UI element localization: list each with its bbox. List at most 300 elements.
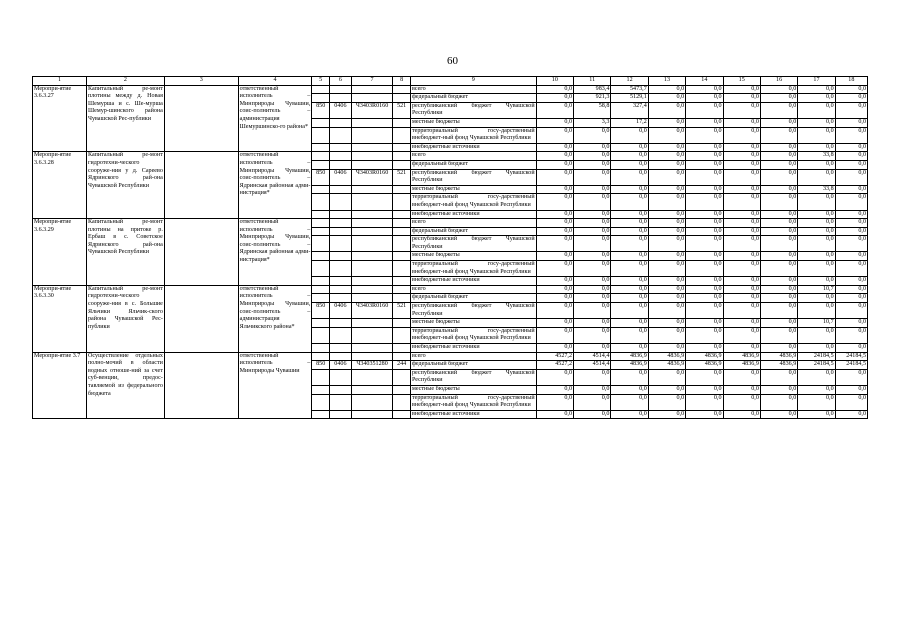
budget-code-cell <box>393 385 411 394</box>
budget-code-cell <box>393 410 411 419</box>
amount-cell: 0,0 <box>760 219 797 228</box>
amount-cell: 0,0 <box>648 285 685 294</box>
amount-cell: 0,0 <box>686 143 723 152</box>
budget-code-cell <box>330 319 352 328</box>
amount-cell: 0,0 <box>611 252 648 261</box>
amount-cell: 0,0 <box>723 369 760 385</box>
funding-source: всего <box>410 152 536 161</box>
budget-code-cell <box>351 252 393 261</box>
amount-cell: 0,0 <box>686 327 723 343</box>
amount-cell: 0,0 <box>536 294 573 303</box>
amount-cell: 0,0 <box>798 252 835 261</box>
measure-name: Капитальный ре-монт гидротехни-ческого сооруже-ния у д. Сареево Ядринского рай-она Чувашской Республики <box>87 152 165 219</box>
amount-cell: 5473,7 <box>611 85 648 94</box>
budget-code-cell <box>351 194 393 210</box>
amount-cell: 0,0 <box>611 285 648 294</box>
amount-cell: 0,0 <box>686 385 723 394</box>
budget-code-cell: 0406 <box>330 102 352 118</box>
budget-code-cell: 521 <box>393 169 411 185</box>
amount-cell: 0,0 <box>611 319 648 328</box>
budget-code-cell: Ч3403R0160 <box>351 102 393 118</box>
budget-code-cell <box>393 227 411 236</box>
amount-cell: 0,0 <box>798 194 835 210</box>
amount-cell: 0,0 <box>835 210 867 219</box>
amount-cell: 0,0 <box>536 236 573 252</box>
amount-cell: 0,0 <box>686 394 723 410</box>
amount-cell: 0,0 <box>835 394 867 410</box>
amount-cell: 0,0 <box>574 143 611 152</box>
funding-source: республиканский бюджет Чувашской Республики <box>410 169 536 185</box>
amount-cell: 0,0 <box>686 160 723 169</box>
amount-cell: 0,0 <box>798 94 835 103</box>
amount-cell: 0,0 <box>798 327 835 343</box>
header-row <box>33 77 868 86</box>
funding-source: всего <box>410 285 536 294</box>
amount-cell: 0,0 <box>648 94 685 103</box>
amount-cell: 0,0 <box>648 185 685 194</box>
amount-cell: 0,0 <box>686 194 723 210</box>
amount-cell: 0,0 <box>760 152 797 161</box>
amount-cell: 4836,9 <box>723 352 760 361</box>
amount-cell: 0,0 <box>648 252 685 261</box>
budget-code-cell: 0406 <box>330 361 352 370</box>
amount-cell: 0,0 <box>723 210 760 219</box>
budget-code-cell: 850 <box>312 303 330 319</box>
amount-cell: 0,0 <box>835 152 867 161</box>
amount-cell: 0,0 <box>536 394 573 410</box>
header-cell: 2 <box>87 77 165 86</box>
budget-code-cell <box>393 327 411 343</box>
amount-cell: 0,0 <box>723 277 760 286</box>
amount-cell: 0,0 <box>760 410 797 419</box>
amount-cell: 0,0 <box>798 143 835 152</box>
amount-cell: 0,0 <box>611 385 648 394</box>
amount-cell: 0,0 <box>574 294 611 303</box>
amount-cell: 0,0 <box>536 194 573 210</box>
amount-cell: 0,0 <box>611 344 648 353</box>
measure-id: Меропри-ятие 3.6.3.30 <box>33 285 87 352</box>
amount-cell: 0,0 <box>835 303 867 319</box>
target-cell <box>164 352 238 419</box>
amount-cell: 0,0 <box>723 94 760 103</box>
budget-code-cell <box>312 85 330 94</box>
amount-cell: 0,0 <box>536 85 573 94</box>
budget-code-cell <box>312 252 330 261</box>
budget-code-cell <box>393 185 411 194</box>
header-cell: 9 <box>410 77 536 86</box>
measure-name: Капитальный ре-монт гидротехни-ческого сооруже-ния в с. Большие Яльчики Яльчик-ского района Чувашской Рес-публики <box>87 285 165 352</box>
amount-cell: 0,0 <box>835 344 867 353</box>
budget-code-cell <box>393 277 411 286</box>
budget-code-cell <box>393 319 411 328</box>
amount-cell: 0,0 <box>760 94 797 103</box>
executor-cell: ответственный исполнитель – Минприроды Чувашии, соис-полнитель – администрация Шемуршинско-го района* <box>238 85 312 152</box>
budget-code-cell <box>351 352 393 361</box>
budget-code-cell <box>312 319 330 328</box>
amount-cell: 0,0 <box>686 285 723 294</box>
amount-cell: 0,0 <box>723 127 760 143</box>
amount-cell: 0,0 <box>574 185 611 194</box>
amount-cell: 0,0 <box>760 327 797 343</box>
amount-cell: 0,0 <box>835 327 867 343</box>
amount-cell: 0,0 <box>686 236 723 252</box>
budget-code-cell <box>330 85 352 94</box>
funding-source: внебюджетные источники <box>410 143 536 152</box>
amount-cell: 0,0 <box>574 236 611 252</box>
amount-cell: 0,0 <box>536 160 573 169</box>
amount-cell: 0,0 <box>760 85 797 94</box>
amount-cell: 0,0 <box>686 319 723 328</box>
budget-code-cell <box>312 344 330 353</box>
amount-cell: 0,0 <box>686 410 723 419</box>
funding-source: местные бюджеты <box>410 185 536 194</box>
amount-cell: 0,0 <box>723 252 760 261</box>
amount-cell: 0,0 <box>574 319 611 328</box>
budget-code-cell <box>393 85 411 94</box>
amount-cell: 0,0 <box>648 344 685 353</box>
budget-code-cell <box>351 85 393 94</box>
amount-cell: 0,0 <box>648 118 685 127</box>
amount-cell: 0,0 <box>536 252 573 261</box>
executor-cell: ответственный исполнитель – Минприроды Чувашии <box>238 352 312 419</box>
amount-cell: 0,0 <box>760 143 797 152</box>
amount-cell: 0,0 <box>723 152 760 161</box>
amount-cell: 0,0 <box>611 219 648 228</box>
amount-cell: 0,0 <box>574 127 611 143</box>
amount-cell: 0,0 <box>574 169 611 185</box>
amount-cell: 0,0 <box>611 277 648 286</box>
amount-cell: 0,0 <box>611 261 648 277</box>
budget-code-cell <box>393 160 411 169</box>
budget-code-cell <box>330 261 352 277</box>
budget-code-cell <box>312 294 330 303</box>
amount-cell: 0,0 <box>835 127 867 143</box>
amount-cell: 0,0 <box>686 252 723 261</box>
amount-cell: 0,0 <box>686 102 723 118</box>
funding-source: внебюджетные источники <box>410 410 536 419</box>
funding-source: местные бюджеты <box>410 319 536 328</box>
amount-cell: 0,0 <box>574 369 611 385</box>
amount-cell: 0,0 <box>686 219 723 228</box>
amount-cell: 0,0 <box>574 219 611 228</box>
amount-cell: 24184,5 <box>835 361 867 370</box>
amount-cell: 0,0 <box>723 85 760 94</box>
amount-cell: 10,7 <box>798 285 835 294</box>
amount-cell: 0,0 <box>723 319 760 328</box>
amount-cell: 0,0 <box>536 118 573 127</box>
amount-cell: 0,0 <box>686 277 723 286</box>
budget-code-cell <box>393 394 411 410</box>
funding-source: федеральный бюджет <box>410 294 536 303</box>
amount-cell: 0,0 <box>574 410 611 419</box>
header-cell: 5 <box>312 77 330 86</box>
budget-code-cell <box>330 210 352 219</box>
amount-cell: 0,0 <box>574 252 611 261</box>
budget-code-cell <box>351 327 393 343</box>
amount-cell: 0,0 <box>574 152 611 161</box>
budget-code-cell <box>330 352 352 361</box>
amount-cell: 0,0 <box>798 210 835 219</box>
measure-id: Меропри-ятие 3.6.3.27 <box>33 85 87 152</box>
amount-cell: 0,0 <box>536 277 573 286</box>
amount-cell: 0,0 <box>686 127 723 143</box>
budget-code-cell <box>393 344 411 353</box>
target-cell <box>164 152 238 219</box>
funding-source: территориальный госу-дарственный внебюджет-ный фонд Чувашской Республики <box>410 194 536 210</box>
amount-cell: 0,0 <box>574 210 611 219</box>
amount-cell: 0,0 <box>723 344 760 353</box>
budget-code-cell <box>393 143 411 152</box>
budget-code-cell <box>312 236 330 252</box>
amount-cell: 0,0 <box>723 236 760 252</box>
amount-cell: 0,0 <box>574 194 611 210</box>
amount-cell: 0,0 <box>536 219 573 228</box>
funding-source: территориальный госу-дарственный внебюджет-ный фонд Чувашской Республики <box>410 127 536 143</box>
amount-cell: 24184,5 <box>798 352 835 361</box>
amount-cell: 0,0 <box>574 285 611 294</box>
amount-cell: 0,0 <box>536 185 573 194</box>
budget-code-cell <box>330 127 352 143</box>
amount-cell: 0,0 <box>835 219 867 228</box>
amount-cell: 0,0 <box>835 294 867 303</box>
budget-code-cell <box>312 219 330 228</box>
amount-cell: 0,0 <box>686 261 723 277</box>
budget-code-cell <box>330 236 352 252</box>
amount-cell: 0,0 <box>723 410 760 419</box>
amount-cell: 4514,4 <box>574 361 611 370</box>
amount-cell: 24184,5 <box>798 361 835 370</box>
budget-code-cell <box>351 185 393 194</box>
amount-cell: 0,0 <box>760 285 797 294</box>
amount-cell: 0,0 <box>835 94 867 103</box>
amount-cell: 4527,2 <box>536 352 573 361</box>
budget-code-cell <box>351 394 393 410</box>
amount-cell: 0,0 <box>536 344 573 353</box>
amount-cell: 0,0 <box>686 118 723 127</box>
amount-cell: 0,0 <box>686 210 723 219</box>
amount-cell: 33,8 <box>798 185 835 194</box>
amount-cell: 0,0 <box>611 127 648 143</box>
budget-code-cell <box>312 152 330 161</box>
page-number: 60 <box>447 55 458 67</box>
amount-cell: 0,0 <box>760 194 797 210</box>
amount-cell: 0,0 <box>835 285 867 294</box>
budget-code-cell <box>351 410 393 419</box>
amount-cell: 0,0 <box>835 85 867 94</box>
amount-cell: 4836,9 <box>648 361 685 370</box>
amount-cell: 0,0 <box>723 385 760 394</box>
amount-cell: 0,0 <box>723 194 760 210</box>
budget-code-cell <box>330 194 352 210</box>
budget-code-cell <box>330 327 352 343</box>
budget-code-cell <box>330 369 352 385</box>
header-cell: 13 <box>648 77 685 86</box>
amount-cell: 0,0 <box>536 210 573 219</box>
amount-cell: 4836,9 <box>686 352 723 361</box>
budget-code-cell: 521 <box>393 102 411 118</box>
amount-cell: 0,0 <box>760 210 797 219</box>
amount-cell: 0,0 <box>835 143 867 152</box>
amount-cell: 0,0 <box>648 410 685 419</box>
amount-cell: 0,0 <box>648 227 685 236</box>
budget-code-cell: 0406 <box>330 169 352 185</box>
funding-table <box>32 76 868 419</box>
amount-cell: 0,0 <box>723 143 760 152</box>
budget-code-cell <box>393 252 411 261</box>
amount-cell: 0,0 <box>760 394 797 410</box>
amount-cell: 0,0 <box>574 227 611 236</box>
header-cell: 14 <box>686 77 723 86</box>
amount-cell: 0,0 <box>798 261 835 277</box>
amount-cell: 0,0 <box>536 303 573 319</box>
amount-cell: 0,0 <box>574 261 611 277</box>
amount-cell: 0,0 <box>648 294 685 303</box>
amount-cell: 0,0 <box>798 236 835 252</box>
amount-cell: 0,0 <box>686 152 723 161</box>
budget-code-cell <box>330 394 352 410</box>
amount-cell: 0,0 <box>648 327 685 343</box>
amount-cell: 0,0 <box>648 127 685 143</box>
amount-cell: 0,0 <box>648 369 685 385</box>
budget-code-cell <box>312 369 330 385</box>
measure-name: Осуществление отдельных полно-мочий в области водных отноше-ний за счет суб-венции, предос-тавляемой из федерального бюджета <box>87 352 165 419</box>
amount-cell: 0,0 <box>611 210 648 219</box>
amount-cell: 0,0 <box>536 102 573 118</box>
amount-cell: 0,0 <box>648 261 685 277</box>
budget-code-cell <box>312 194 330 210</box>
amount-cell: 0,0 <box>798 227 835 236</box>
amount-cell: 983,4 <box>574 85 611 94</box>
budget-code-cell <box>330 160 352 169</box>
amount-cell: 0,0 <box>798 127 835 143</box>
amount-cell: 0,0 <box>798 102 835 118</box>
funding-source: республиканский бюджет Чувашской Республики <box>410 369 536 385</box>
budget-code-cell: Ч340351280 <box>351 361 393 370</box>
amount-cell: 0,0 <box>611 369 648 385</box>
amount-cell: 0,0 <box>723 227 760 236</box>
amount-cell: 0,0 <box>648 277 685 286</box>
amount-cell: 4527,2 <box>536 361 573 370</box>
amount-cell: 0,0 <box>574 327 611 343</box>
budget-code-cell: 850 <box>312 169 330 185</box>
funding-source: территориальный госу-дарственный внебюджет-ный фонд Чувашской Республики <box>410 394 536 410</box>
budget-code-cell <box>330 227 352 236</box>
amount-cell: 0,0 <box>760 102 797 118</box>
budget-code-cell <box>312 160 330 169</box>
amount-cell: 0,0 <box>611 143 648 152</box>
amount-cell: 10,7 <box>798 319 835 328</box>
amount-cell: 0,0 <box>723 285 760 294</box>
funding-source: всего <box>410 352 536 361</box>
amount-cell: 0,0 <box>648 160 685 169</box>
executor-cell: ответственный исполнитель – Минприроды Чувашии, соис-полнитель – Ядринская районная адми-нистрация* <box>238 152 312 219</box>
amount-cell: 0,0 <box>760 303 797 319</box>
amount-cell: 0,0 <box>536 94 573 103</box>
target-cell <box>164 219 238 286</box>
budget-code-cell <box>351 344 393 353</box>
amount-cell: 0,0 <box>835 185 867 194</box>
amount-cell: 0,0 <box>611 394 648 410</box>
amount-cell: 0,0 <box>611 152 648 161</box>
budget-code-cell <box>330 344 352 353</box>
amount-cell: 33,8 <box>798 152 835 161</box>
budget-code-cell <box>312 261 330 277</box>
budget-code-cell <box>393 94 411 103</box>
amount-cell: 0,0 <box>611 160 648 169</box>
budget-code-cell <box>351 261 393 277</box>
budget-code-cell <box>393 236 411 252</box>
amount-cell: 0,0 <box>611 303 648 319</box>
budget-code-cell <box>393 152 411 161</box>
amount-cell: 0,0 <box>574 344 611 353</box>
amount-cell: 0,0 <box>798 85 835 94</box>
budget-code-cell <box>330 252 352 261</box>
funding-source: всего <box>410 85 536 94</box>
amount-cell: 0,0 <box>798 219 835 228</box>
amount-cell: 0,0 <box>574 303 611 319</box>
budget-code-cell <box>312 410 330 419</box>
budget-code-cell: Ч3403R0160 <box>351 303 393 319</box>
amount-cell: 0,0 <box>648 319 685 328</box>
header-cell: 15 <box>723 77 760 86</box>
amount-cell: 0,0 <box>723 102 760 118</box>
header-cell: 12 <box>611 77 648 86</box>
amount-cell: 0,0 <box>835 194 867 210</box>
amount-cell: 0,0 <box>835 410 867 419</box>
budget-code-cell <box>351 118 393 127</box>
budget-code-cell <box>312 127 330 143</box>
amount-cell: 0,0 <box>760 252 797 261</box>
table-row <box>33 219 868 228</box>
budget-code-cell <box>351 127 393 143</box>
amount-cell: 0,0 <box>723 327 760 343</box>
amount-cell: 0,0 <box>686 169 723 185</box>
amount-cell: 0,0 <box>611 169 648 185</box>
amount-cell: 0,0 <box>648 219 685 228</box>
table-row <box>33 352 868 361</box>
budget-code-cell <box>351 277 393 286</box>
budget-code-cell <box>393 285 411 294</box>
amount-cell: 4514,4 <box>574 352 611 361</box>
amount-cell: 0,0 <box>835 369 867 385</box>
amount-cell: 0,0 <box>536 169 573 185</box>
budget-code-cell <box>330 294 352 303</box>
amount-cell: 0,0 <box>686 94 723 103</box>
funding-source: федеральный бюджет <box>410 94 536 103</box>
header-cell: 6 <box>330 77 352 86</box>
amount-cell: 58,8 <box>574 102 611 118</box>
measure-id: Меропри-ятие 3.7 <box>33 352 87 419</box>
budget-code-cell <box>330 152 352 161</box>
budget-code-cell <box>351 285 393 294</box>
budget-code-cell: 244 <box>393 361 411 370</box>
funding-source: внебюджетные источники <box>410 344 536 353</box>
funding-source: внебюджетные источники <box>410 277 536 286</box>
table-row <box>33 285 868 294</box>
amount-cell: 0,0 <box>723 160 760 169</box>
budget-code-cell <box>312 118 330 127</box>
funding-source: местные бюджеты <box>410 252 536 261</box>
budget-code-cell: 521 <box>393 303 411 319</box>
budget-code-cell <box>393 261 411 277</box>
amount-cell: 0,0 <box>798 169 835 185</box>
amount-cell: 0,0 <box>760 160 797 169</box>
amount-cell: 0,0 <box>574 394 611 410</box>
budget-code-cell <box>330 118 352 127</box>
budget-code-cell <box>312 352 330 361</box>
funding-source: местные бюджеты <box>410 118 536 127</box>
amount-cell: 0,0 <box>798 294 835 303</box>
